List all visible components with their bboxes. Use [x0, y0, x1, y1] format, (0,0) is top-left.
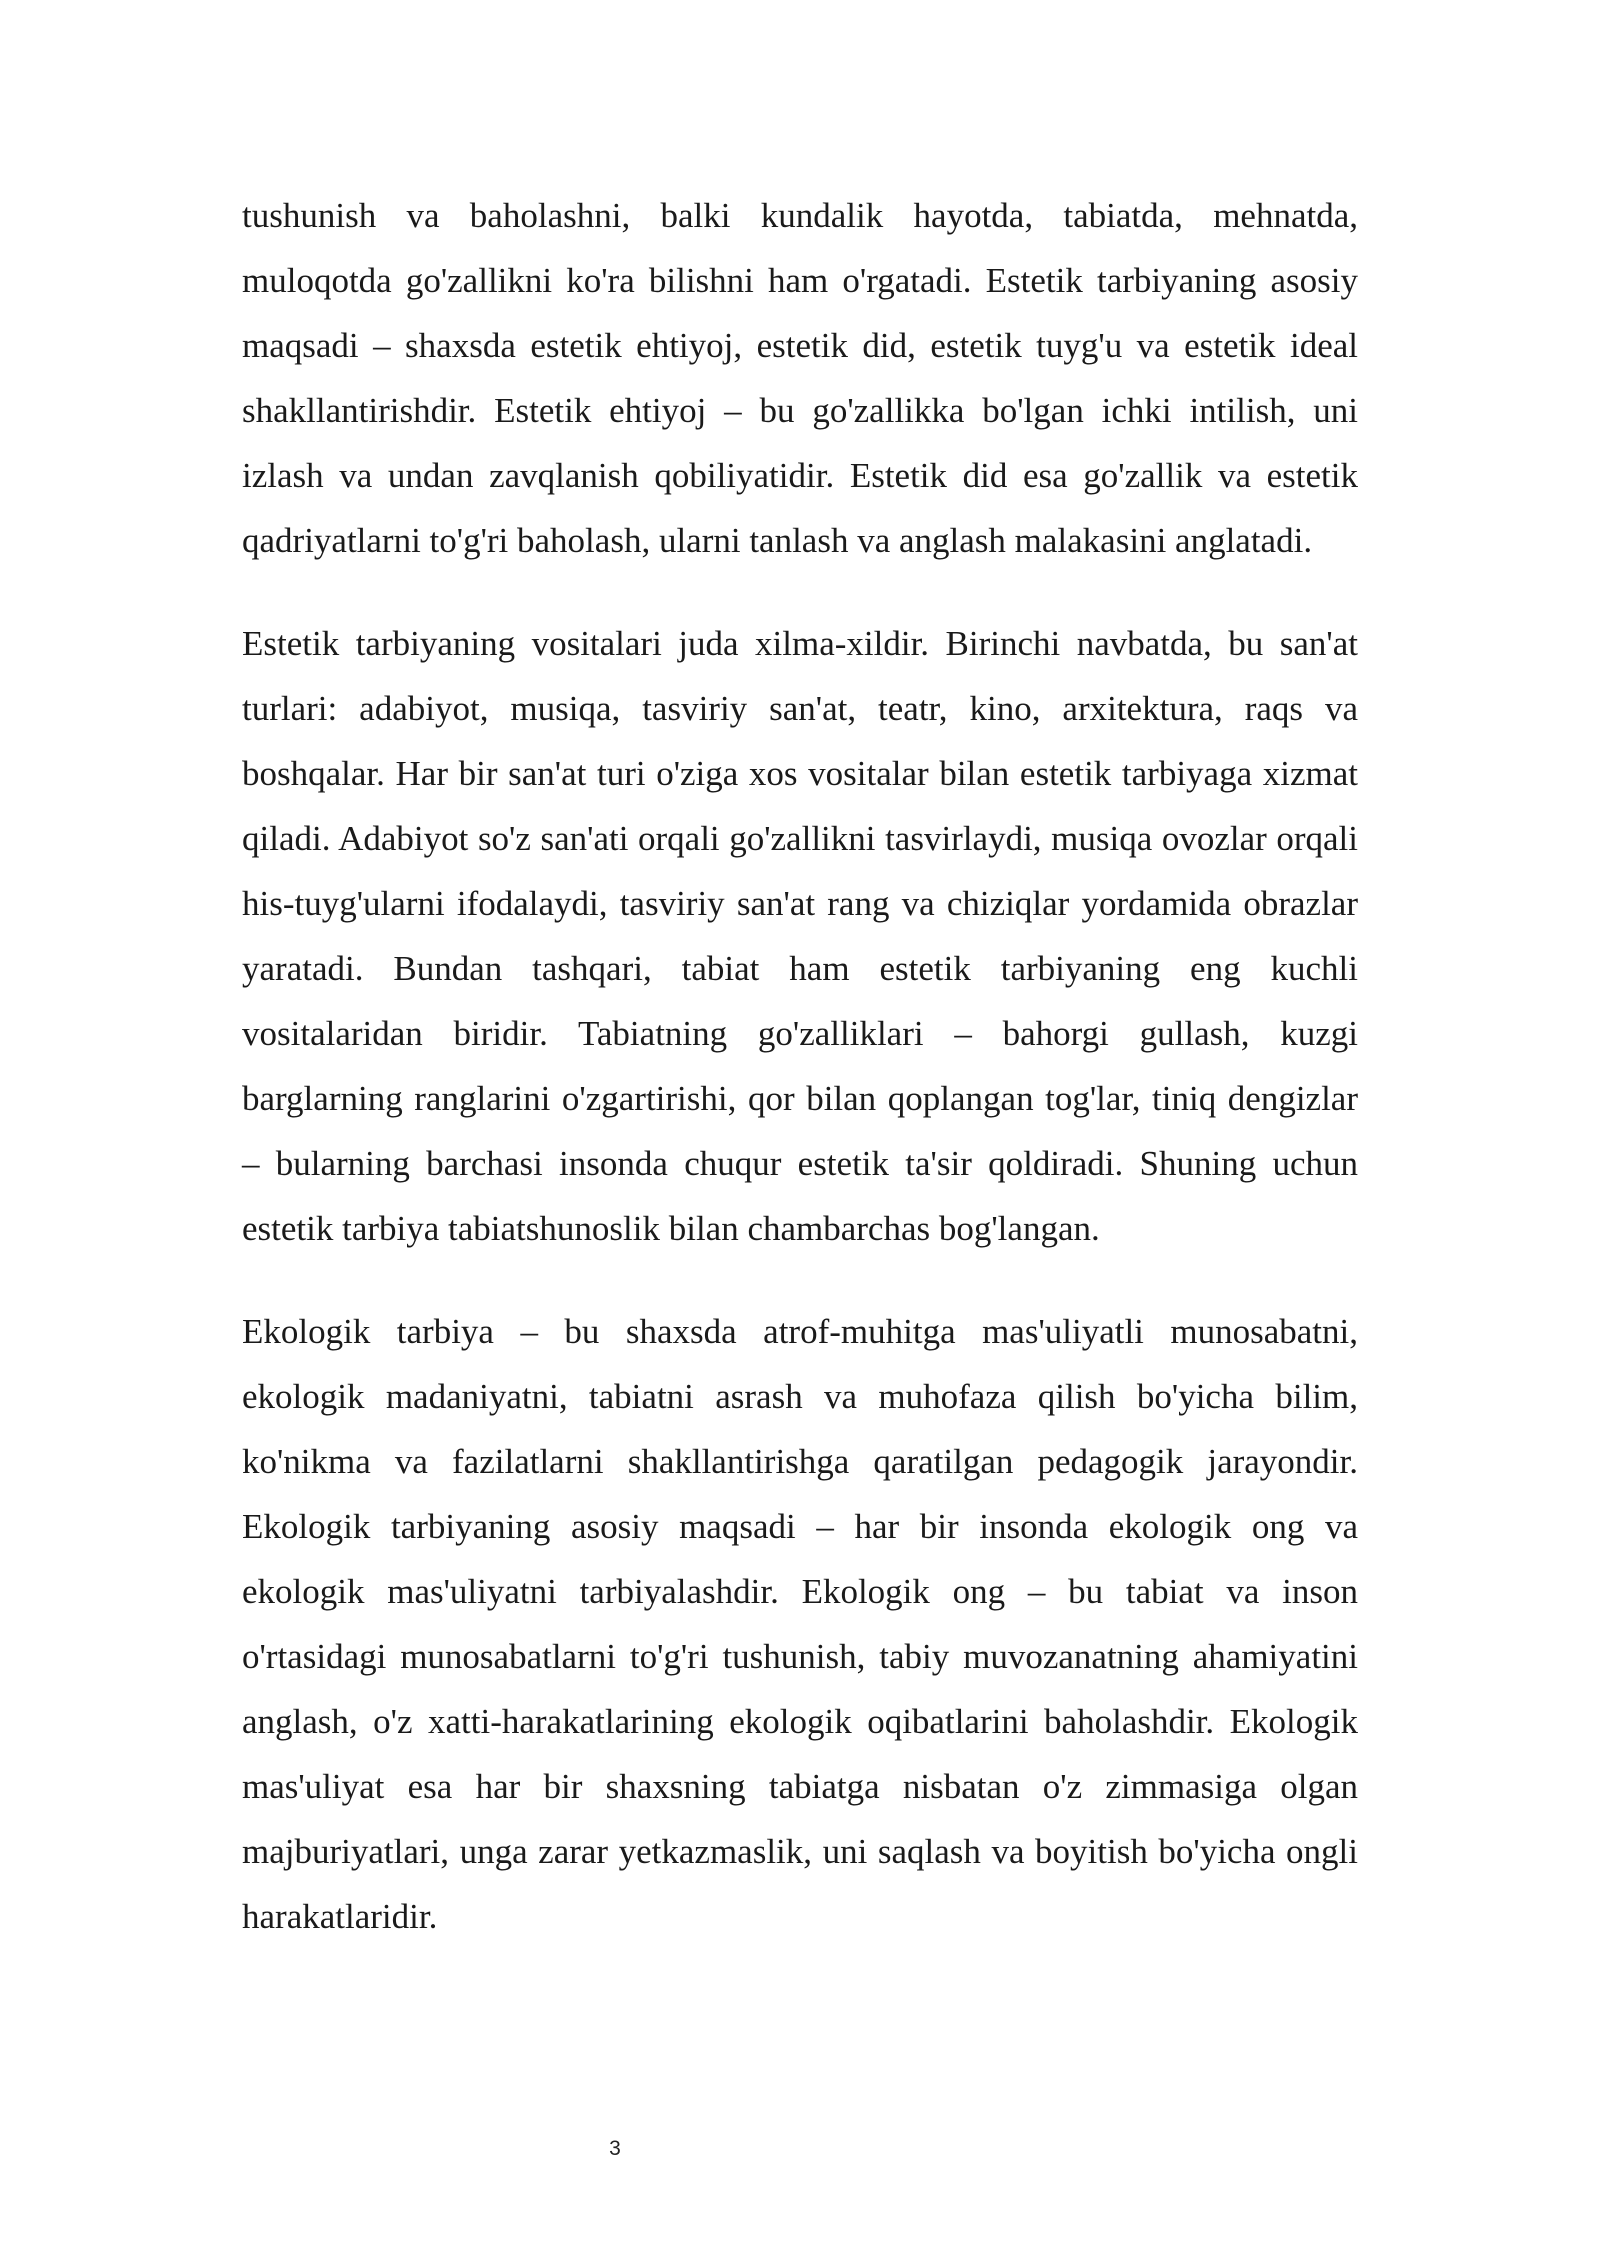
page-number: 3 [609, 2137, 621, 2160]
paragraph: Ekologik tarbiya – bu shaxsda atrof-muhitga mas'uliyatli munosabatni, ekologik madaniyatni, tabiatni asrash va muhofaza qilish bo'yicha bilim, ko'nikma va fazilatlarni shakllantirishga qaratilgan pedagogik jarayondir. Ekologik tarbiyaning asosiy maqsadi – har bir insonda ekologik ong va ekologik mas'uliyatni tarbiyalashdir. Ekologik ong – bu tabiat va inson o'rtasidagi munosabatlarni to'g'ri tushunish, tabiy muvozanatning ahamiyatini anglash, o'z xatti-harakatlarining ekologik oqibatlarini baholashdir. Ekologik mas'uliyat esa har bir shaxsning tabiatga nisbatan o'z zimmasiga olgan majburiyatlari, unga zarar yetkazmaslik, uni saqlash va boyitish bo'yicha ongli harakatlaridir. [242, 1312, 1358, 1936]
paragraph: Estetik tarbiyaning vositalari juda xilma-xildir. Birinchi navbatda, bu san'at turlari: adabiyot, musiqa, tasviriy san'at, teatr, kino, arxitektura, raqs va boshqalar. Har bir san'at turi o'ziga xos vositalar bilan estetik tarbiyaga xizmat qiladi. Adabiyot so'z san'ati orqali go'zallikni tasvirlaydi, musiqa ovozlar orqali his-tuyg'ularni ifodalaydi, tasviriy san'at rang va chiziqlar yordamida obrazlar yaratadi. Bundan tashqari, tabiat ham estetik tarbiyaning eng kuchli vositalaridan biridir. Tabiatning go'zalliklari – bahorgi gullash, kuzgi barglarning ranglarini o'zgartirishi, qor bilan qoplangan tog'lar, tiniq dengizlar – bularning barchasi insonda chuqur estetik ta'sir qoldiradi. Shuning uchun estetik tarbiya tabiatshunoslik bilan chambarchas bog'langan. [242, 624, 1358, 1248]
paragraph: tushunish va baholashni, balki kundalik hayotda, tabiatda, mehnatda, muloqotda go'zallikni ko'ra bilishni ham o'rgatadi. Estetik tarbiyaning asosiy maqsadi – shaxsda estetik ehtiyoj, estetik did, estetik tuyg'u va estetik ideal shakllantirishdir. Estetik ehtiyoj – bu go'zallikka bo'lgan ichki intilish, uni izlash va undan zavqlanish qobiliyatidir. Estetik did esa go'zallik va estetik qadriyatlarni to'g'ri baholash, ularni tanlash va anglash malakasini anglatadi. [242, 196, 1358, 560]
page-body [242, 183, 1358, 1987]
